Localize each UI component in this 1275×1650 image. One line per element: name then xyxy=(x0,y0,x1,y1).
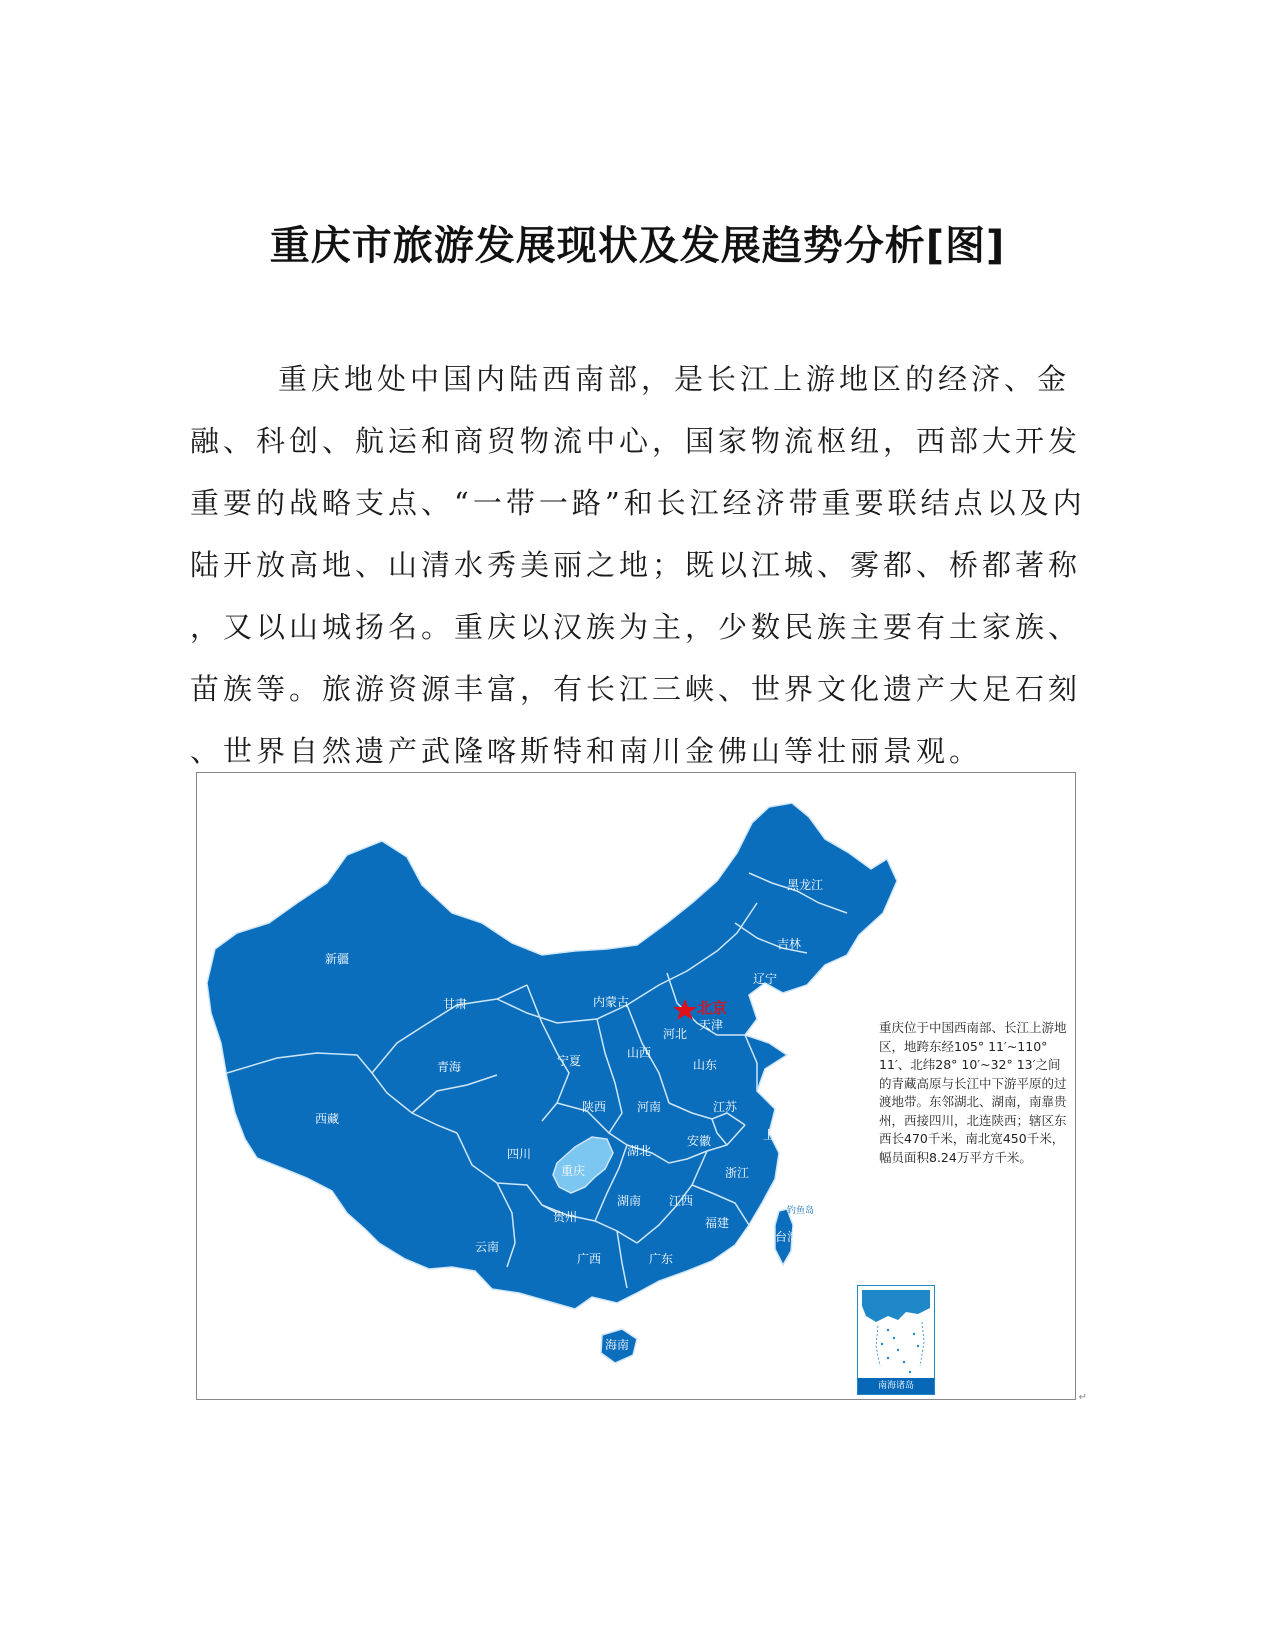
province-label: 新疆 xyxy=(325,952,350,966)
province-label: 钓鱼岛 xyxy=(787,1206,815,1216)
province-label: 湖南 xyxy=(617,1194,642,1208)
paragraph-mark-icon: ↵ xyxy=(1078,1392,1087,1403)
province-label: 甘肃 xyxy=(443,997,468,1011)
province-label: 河北 xyxy=(663,1027,688,1041)
body-line: ，又以山城扬名。重庆以汉族为主，少数民族主要有土家族、 xyxy=(190,610,1082,644)
province-label: 贵州 xyxy=(553,1210,578,1224)
province-label: 山东 xyxy=(693,1058,718,1072)
province-label: 四川 xyxy=(507,1147,532,1161)
inset-islands xyxy=(881,1329,919,1373)
province-label: 西藏 xyxy=(315,1112,340,1126)
province-label: 安徽 xyxy=(687,1134,712,1148)
body-line: 融、科创、航运和商贸物流中心，国家物流枢纽，西部大开发 xyxy=(190,424,1082,458)
map-note: 重庆位于中国西南部、长江上游地区，地跨东经105° 11′~110° 11′、北纬28° 10′~32° 13′之间的青藏高原与长江中下游平原的过渡地带。东邻湖北、湖南，南靠贵州，西接四川，北连陕西；辖区东西长470千米，南北宽450千米，幅员面积8.24万平方千米。 xyxy=(879,1020,1067,1165)
province-label: 香港 xyxy=(677,1282,702,1296)
capital-label: 北京 xyxy=(697,999,728,1017)
south-china-sea-map xyxy=(858,1286,934,1378)
province-label: 江苏 xyxy=(713,1100,738,1114)
inset-coast xyxy=(862,1290,930,1322)
province-label: 湖北 xyxy=(627,1144,652,1158)
province-label: 广东 xyxy=(649,1252,674,1266)
body-line: 重庆地处中国内陆西南部，是长江上游地区的经济、金 xyxy=(278,362,1071,396)
province-label: 海南 xyxy=(605,1338,630,1352)
china-map-figure xyxy=(196,772,1087,1403)
province-label: 云南 xyxy=(475,1240,500,1254)
province-label: 山西 xyxy=(627,1046,652,1060)
body-line: 陆开放高地、山清水秀美丽之地；既以江城、雾都、桥都著称 xyxy=(190,548,1082,582)
province-label: 内蒙古 xyxy=(593,995,630,1009)
province-label: 江西 xyxy=(669,1194,694,1208)
province-label: 河南 xyxy=(637,1100,662,1114)
body-line: 、世界自然遗产武隆喀斯特和南川金佛山等壮丽景观。 xyxy=(190,734,983,768)
province-label: 黑龙江 xyxy=(787,878,824,892)
province-label: 广西 xyxy=(577,1252,602,1266)
page-title: 重庆市旅游发展现状及发展趋势分析[图] xyxy=(269,223,1006,269)
province-label: 吉林 xyxy=(777,937,802,951)
body-line: 苗族等。旅游资源丰富，有长江三峡、世界文化遗产大足石刻 xyxy=(190,672,1082,706)
province-label: 台湾 xyxy=(775,1230,800,1244)
province-label: 青海 xyxy=(437,1060,462,1074)
province-label: 重庆 xyxy=(561,1164,586,1178)
inset-dashed-line xyxy=(876,1322,924,1366)
inset-label: 南海诸岛 xyxy=(858,1378,934,1394)
province-label: 福建 xyxy=(705,1216,730,1230)
province-label: 辽宁 xyxy=(753,972,778,986)
province-label: 宁夏 xyxy=(557,1054,582,1068)
province-label: 天津 xyxy=(699,1018,724,1032)
body-paragraph xyxy=(190,348,1085,782)
province-label: 澳门 xyxy=(645,1296,670,1310)
province-label: 上海 xyxy=(763,1128,788,1142)
south-china-sea-inset xyxy=(857,1285,935,1395)
province-label: 陕西 xyxy=(582,1100,607,1114)
body-line: 重要的战略支点、“一带一路”和长江经济带重要联结点以及内 xyxy=(190,486,1086,520)
province-label: 浙江 xyxy=(725,1166,750,1180)
